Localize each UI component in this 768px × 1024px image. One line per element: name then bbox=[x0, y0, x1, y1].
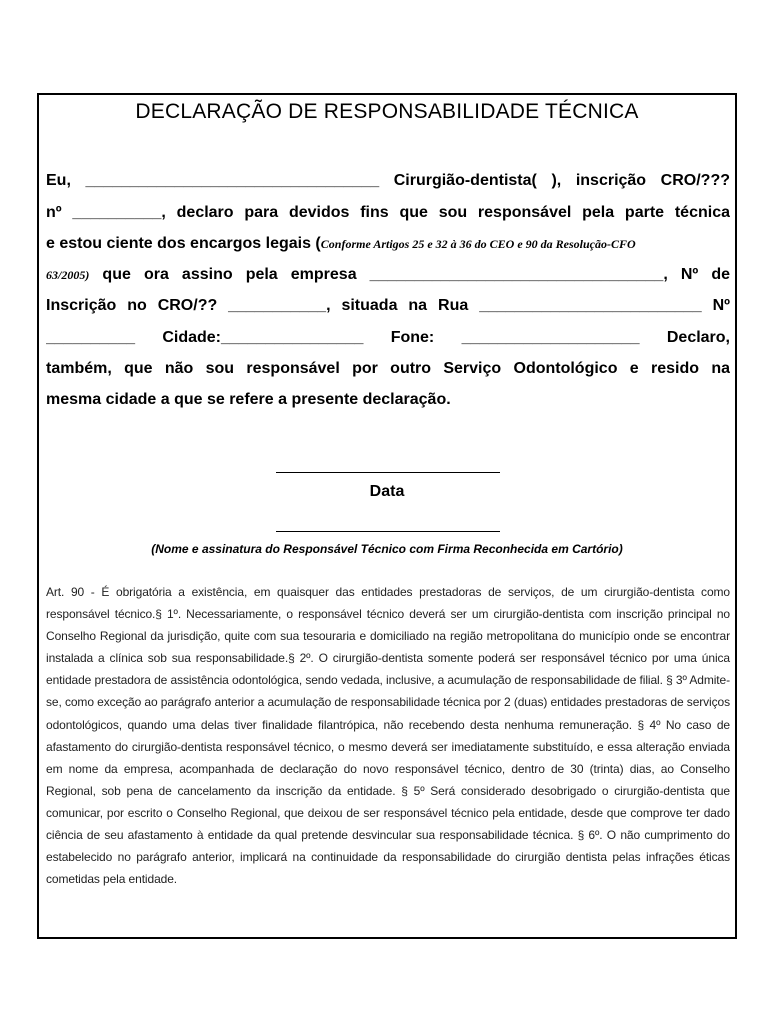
declaration-line-6: __________ Cidade:________________ Fone: ____________________ Declaro, bbox=[46, 329, 730, 346]
declaration-text-3: e estou ciente dos encargos legais ( bbox=[46, 235, 321, 252]
signature-line bbox=[276, 531, 500, 532]
date-label: Data bbox=[369, 483, 405, 500]
article-90-text: Art. 90 - É obrigatória a existência, em quaisquer das entidades prestadoras de serviços, de um cirurgião-dentista como responsável técnico.§ 1º. Necessariamente, o responsável técnico deverá ser um cirurgião-dentista com inscrição principal no Conselho Regional da jurisdição, quite com sua tesouraria e domiciliado na região metropolitana do município onde se encontrar instalada a clínica sob sua responsabilidade.§ 2º. O cirurgião-dentista somente poderá ser responsável técnico por uma única entidade prestadora de assistência odontológica, sendo vedada, inclusive, a acumulação de responsabilidade de filial. § 3º Admite-se, como exceção ao parágrafo anterior a acumulação de responsabilidade técnica por 2 (duas) entidades prestadoras de serviços odontológicos, quando uma delas tiver finalidade filantrópica, não recebendo desta nenhuma remuneração. § 4º No caso de afastamento do cirurgião-dentista responsável técnico, o mesmo deverá ser imediatamente substituído, e essa alteração enviada em nome da empresa, acompanhada de declaração do novo responsável técnico, dentro de 30 (trinta) dias, ao Conselho Regional, sob pena de cancelamento da inscrição da entidade. § 5º Será considerado desobrigado o cirurgião-dentista que comunicar, por escrito o Conselho Regional, que deixou de ser responsável técnico pela entidade, desde que comprove ter dado ciência de seu afastamento à entidade da qual pretende desvincular sua responsabilidade técnica. § 6º. O não cumprimento do estabelecido no parágrafo anterior, implicará na continuidade da responsabilidade do cirurgião dentista pelas infrações éticas cometidas pela entidade. bbox=[46, 585, 730, 887]
declaration-line-3 bbox=[46, 234, 730, 254]
date-line bbox=[276, 472, 500, 473]
declaration-line-1: Eu, _________________________________ Cirurgião-dentista( ), inscrição CRO/??? bbox=[46, 172, 730, 189]
legal-reference-note-end: 63/2005) bbox=[46, 268, 90, 282]
signature-caption: (Nome e assinatura do Responsável Técnico com Firma Reconhecida em Cartório) bbox=[151, 542, 623, 556]
declaration-line-7: também, que não sou responsável por outro Serviço Odontológico e resido na bbox=[46, 360, 730, 377]
document-title: DECLARAÇÃO DE RESPONSABILIDADE TÉCNICA bbox=[135, 100, 639, 123]
declaration-line-8: mesma cidade a que se refere a presente declaração. bbox=[46, 391, 451, 408]
declaration-line-5: Inscrição no CRO/?? ___________, situada na Rua _________________________ Nº bbox=[46, 297, 730, 314]
declaration-text-4: que ora assino pela empresa _________________________________, Nº de bbox=[89, 266, 730, 283]
document-frame bbox=[37, 93, 737, 939]
declaration-line-4 bbox=[46, 265, 730, 285]
legal-reference-note: Conforme Artigos 25 e 32 à 36 do CEO e 90 da Resolução-CFO bbox=[320, 237, 636, 251]
declaration-line-2: nº __________, declaro para devidos fins que sou responsável pela parte técnica bbox=[46, 204, 730, 221]
